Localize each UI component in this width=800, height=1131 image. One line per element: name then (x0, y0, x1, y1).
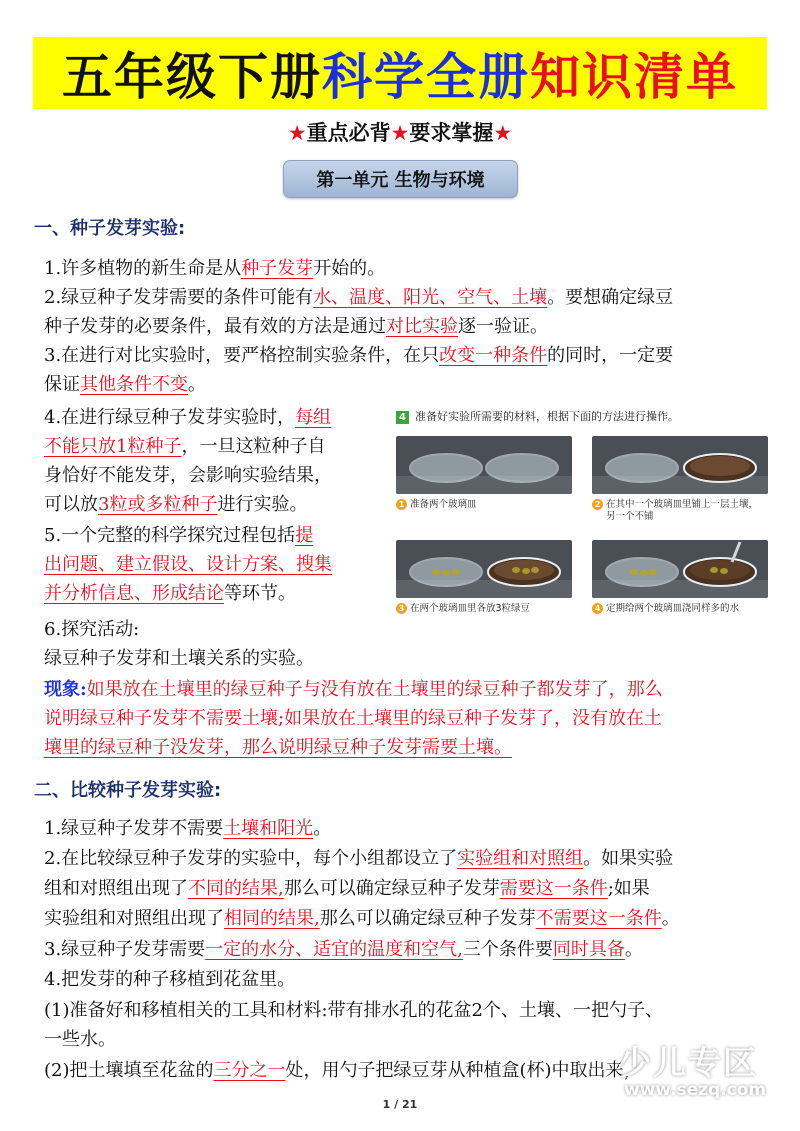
s2-item2-line3: 实验组和对照组出现了相同的结果,那么可以确定绿豆种子发芽不需要这一条件。 (44, 908, 680, 929)
subtitle (0, 117, 800, 147)
unit-badge: 第一单元 生物与环境 (283, 160, 518, 198)
experiment-figure (396, 408, 768, 634)
subtitle-part1: 重点必背 (306, 121, 391, 145)
star-icon: ★ (493, 121, 513, 145)
observation-label: 现象: (44, 679, 87, 700)
s1-item1: 1.许多植物的新生命是从种子发芽开始的。 (44, 258, 386, 279)
watermark-title: 少儿专区 (618, 1043, 758, 1082)
s2-sub1-line2: 一些水。 (44, 1029, 116, 1050)
photo-two-dishes (396, 436, 572, 494)
photo-label-2: 2 在其中一个玻璃皿里铺上一层土壤， 另一个不铺 (592, 499, 758, 523)
s1-item5-line1: 5.一个完整的科学探究过程包括提 (44, 525, 314, 546)
s1-item4-line3: 身恰好不能发芽，会影响实验结果， (44, 465, 332, 486)
s1-item3-line1: 3.在进行对比实验时，要严格控制实验条件，在只改变一种条件的同时，一定要 (44, 345, 674, 366)
photo-label-1: 1 准备两个玻璃皿 (396, 499, 477, 511)
observation-line1: 现象:如果放在土壤里的绿豆种子与没有放在土壤里的绿豆种子都发芽了，那么 (44, 679, 663, 700)
title-part-grade: 五年级下册 (62, 48, 322, 106)
step-badge: 4 (592, 603, 603, 614)
figure-caption: 4 准备好实验所需要的材料，根据下面的方法进行操作。 (396, 408, 679, 424)
observation-line2: 说明绿豆种子发芽不需要土壤;如果放在土壤里的绿豆种子发芽了，没有放在土 (44, 708, 663, 729)
s2-item1: 1.绿豆种子发芽不需要土壤和阳光。 (44, 818, 332, 839)
s2-item2-line1: 2.在比较绿豆种子发芽的实验中，每个小组都设立了实验组和对照组。如果实验 (44, 848, 674, 869)
s1-item5-line2: 出问题、建立假设、设计方案、搜集 (44, 554, 332, 575)
watermark-url: www.sezq.com (624, 1080, 767, 1100)
star-icon: ★ (287, 121, 307, 145)
step-number-badge: 4 (396, 411, 409, 424)
step-badge: 2 (592, 499, 603, 510)
photo-label-4: 4 定期给两个玻璃皿浇同样多的水 (592, 603, 739, 615)
photo-soil-dish (592, 436, 768, 494)
s1-item4-line1: 4.在进行绿豆种子发芽实验时，每组 (44, 407, 332, 428)
s2-sub2: (2)把土壤填至花盆的三分之一处，用勺子把绿豆芽从种植盒(杯)中取出来， (44, 1060, 642, 1081)
s1-item3-line2: 保证其他条件不变。 (44, 374, 206, 395)
s1-item4-line4: 可以放3粒或多粒种子进行实验。 (44, 494, 308, 515)
title-part-subject: 科学全册 (322, 48, 530, 106)
photo-label-3: 3 在两个玻璃皿里各放3粒绿豆 (396, 603, 530, 615)
s1-item5-line3: 并分析信息、形成结论等环节。 (44, 583, 296, 604)
photo-watering (592, 540, 768, 598)
s2-item3: 3.绿豆种子发芽需要一定的水分、适宜的温度和空气,三个条件要同时具备。 (44, 939, 643, 960)
star-icon: ★ (390, 121, 410, 145)
s1-item4-line2: 不能只放1粒种子，一旦这粒种子自 (44, 436, 326, 457)
s2-item2-line2: 组和对照组出现了不同的结果,那么可以确定绿豆种子发芽需要这一条件;如果 (44, 878, 650, 899)
s2-sub1-line1: (1)准备好和移植相关的工具和材料:带有排水孔的花盆2个、土壤、一把勺子、 (44, 1000, 664, 1021)
s1-item2-line1: 2.绿豆种子发芽需要的条件可能有水、温度、阳光、空气、土壤。要想确定绿豆 (44, 287, 674, 308)
observation-line3: 壤里的绿豆种子没发芽，那么说明绿豆种子发芽需要土壤。 (44, 737, 512, 758)
subtitle-part2: 要求掌握 (409, 121, 494, 145)
photo-beans-placed (396, 540, 572, 598)
step-badge: 1 (396, 499, 407, 510)
page-indicator: 1 / 21 (382, 1098, 418, 1111)
s1-item6-line2: 绿豆种子发芽和土壤关系的实验。 (44, 648, 314, 669)
title-part-list: 知识清单 (530, 48, 738, 106)
s1-item6-line1: 6.探究活动: (44, 619, 140, 640)
step-badge: 3 (396, 603, 407, 614)
s2-item4: 4.把发芽的种子移植到花盆里。 (44, 969, 296, 990)
section2-heading: 二、比较种子发芽实验: (34, 780, 222, 801)
s1-item2-line2: 种子发芽的必要条件，最有效的方法是通过对比实验逐一验证。 (44, 316, 548, 337)
section1-heading: 一、种子发芽实验: (34, 218, 186, 239)
title-banner (33, 37, 767, 109)
